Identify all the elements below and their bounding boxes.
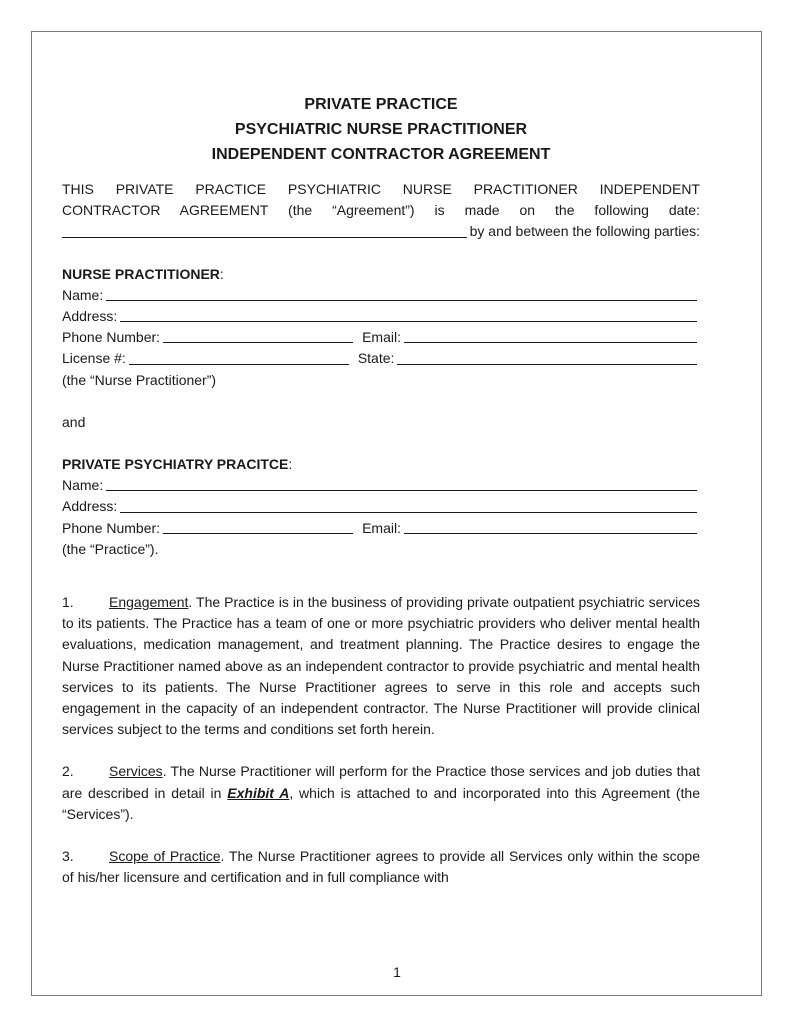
page-number: 1 bbox=[393, 964, 401, 980]
nurse-heading-text: NURSE PRACTITIONER bbox=[62, 265, 220, 282]
nurse-section-heading bbox=[62, 264, 700, 285]
practice-phone-label: Phone Number: bbox=[62, 519, 161, 536]
nurse-license-field[interactable] bbox=[129, 364, 349, 365]
practice-name-field[interactable] bbox=[106, 490, 697, 491]
intro-paragraph bbox=[62, 179, 700, 243]
nurse-email-label: Email: bbox=[362, 329, 401, 346]
nurse-email-field[interactable] bbox=[404, 342, 697, 343]
title-line-1: PRIVATE PRACTICE bbox=[304, 96, 458, 113]
practice-heading-colon: : bbox=[288, 455, 293, 472]
document-content bbox=[62, 92, 700, 888]
nurse-address-label: Address: bbox=[62, 307, 118, 324]
practice-name-label: Name: bbox=[62, 477, 104, 494]
nurse-state-field[interactable] bbox=[397, 364, 697, 365]
practice-name-row bbox=[62, 475, 700, 496]
and-text: and bbox=[62, 413, 86, 430]
nurse-address-field[interactable] bbox=[120, 321, 697, 322]
practice-email-field[interactable] bbox=[404, 533, 697, 534]
practice-address-row bbox=[62, 496, 700, 517]
spacer bbox=[62, 391, 700, 412]
nurse-defined-as: (the “Nurse Practitioner”) bbox=[62, 371, 217, 388]
title-line-3: INDEPENDENT CONTRACTOR AGREEMENT bbox=[211, 146, 551, 163]
section-2-paragraph bbox=[62, 761, 700, 825]
practice-section-heading bbox=[62, 454, 700, 475]
nurse-state-label: State: bbox=[357, 350, 395, 367]
nurse-phone-label: Phone Number: bbox=[62, 329, 161, 346]
practice-phone-row bbox=[62, 518, 700, 539]
nurse-phone-field[interactable] bbox=[163, 342, 353, 343]
section-3-heading: Scope of Practice bbox=[109, 847, 221, 864]
nurse-address-row bbox=[62, 306, 700, 327]
section-2-text-after: , which is attached to and incorporated into this Agreement (the “Services”). bbox=[62, 784, 701, 822]
section-1-heading: Engagement bbox=[109, 593, 189, 610]
practice-email-label: Email: bbox=[362, 519, 401, 536]
section-3-text: . The Nurse Practitioner agrees to provide all Services only within the scope of his/her licensure and certification and in full compliance with bbox=[62, 847, 700, 886]
document-title bbox=[62, 92, 700, 167]
practice-heading-text: PRIVATE PSYCHIATRY PRACITCE bbox=[62, 455, 289, 472]
practice-defined-as: (the “Practice”). bbox=[62, 540, 159, 557]
section-1-number: 1. bbox=[62, 593, 74, 610]
nurse-name-row bbox=[62, 285, 700, 306]
nurse-phone-row bbox=[62, 327, 700, 348]
practice-address-label: Address: bbox=[62, 498, 118, 515]
section-3-number: 3. bbox=[62, 847, 74, 864]
spacer bbox=[62, 560, 700, 592]
intro-line-3-text: by and between the following parties: bbox=[469, 223, 700, 240]
section-2-text-before: . The Nurse Practitioner will perform for the Practice those services and job duties that are described in detail in bbox=[62, 763, 700, 801]
intro-line-1: THIS PRIVATE PRACTICE PSYCHIATRIC NURSE PRACTITIONER INDEPENDENT bbox=[62, 181, 700, 197]
nurse-license-label: License #: bbox=[62, 350, 126, 367]
section-1-paragraph bbox=[62, 592, 700, 740]
section-1-text: . The Practice is in the business of providing private outpatient psychiatric services to its patients. The Practice has a team of one or more psychiatric providers who deliver mental health evaluations, medication management, and treatment planning. The Practice desires to engage the Nurse Practitioner named above as an independent contractor to provide psychiatric and mental health services to its patients. The Nurse Practitioner agrees to serve in this role and accepts such engagement in the capacity of an independent contractor. The Nurse Practitioner will provide clinical services subject to the terms and conditions set forth herein. bbox=[62, 593, 700, 738]
section-2-heading: Services bbox=[109, 763, 163, 780]
nurse-name-label: Name: bbox=[62, 286, 104, 303]
exhibit-a-reference: Exhibit A bbox=[227, 784, 290, 801]
nurse-name-field[interactable] bbox=[106, 300, 697, 301]
section-2-number: 2. bbox=[62, 763, 74, 780]
intro-line-3 bbox=[62, 221, 700, 242]
nurse-license-row bbox=[62, 348, 700, 369]
section-3-paragraph bbox=[62, 846, 700, 888]
practice-address-field[interactable] bbox=[120, 512, 697, 513]
title-line-2: PSYCHIATRIC NURSE PRACTITIONER bbox=[234, 121, 528, 138]
agreement-date-field[interactable] bbox=[62, 237, 467, 238]
nurse-heading-colon: : bbox=[219, 265, 224, 282]
intro-line-2: CONTRACTOR AGREEMENT (the “Agreement”) is made on the following date: bbox=[62, 202, 700, 219]
practice-phone-field[interactable] bbox=[163, 533, 353, 534]
